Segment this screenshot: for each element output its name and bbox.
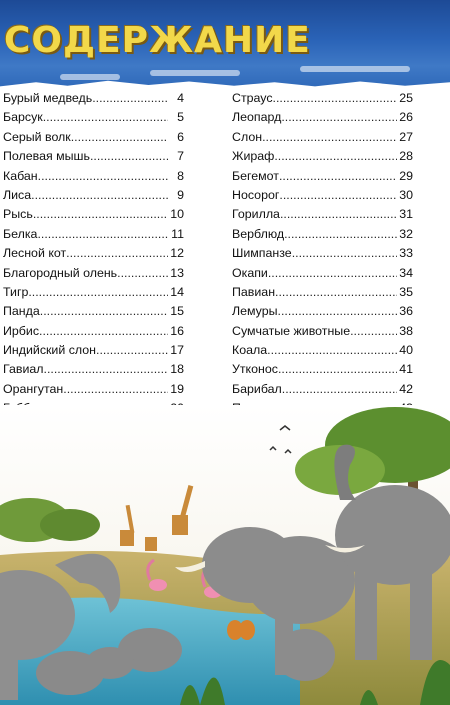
dot-leader bbox=[350, 324, 397, 338]
toc-entry bbox=[232, 285, 413, 304]
toc-entry bbox=[3, 130, 184, 149]
toc-entry bbox=[232, 362, 413, 381]
toc-entry bbox=[3, 227, 184, 246]
dot-leader bbox=[44, 362, 168, 376]
toc-entry-page-number: 40 bbox=[399, 343, 413, 358]
dot-leader bbox=[33, 207, 168, 221]
toc-entry bbox=[232, 382, 413, 401]
dot-leader bbox=[262, 130, 397, 144]
page-title: СОДЕРЖАНИЕ bbox=[4, 20, 311, 61]
toc-entry-title: Лемуры bbox=[232, 304, 278, 319]
toc-entry bbox=[232, 130, 413, 149]
toc-entry-title: Горилла bbox=[232, 207, 280, 222]
toc-entry-page-number: 19 bbox=[170, 381, 184, 396]
brush-streak bbox=[300, 66, 410, 72]
toc-entry-title: Страус bbox=[232, 91, 273, 105]
toc-entry-title: Бурый медведь bbox=[3, 91, 93, 105]
header-banner bbox=[0, 0, 450, 88]
tree bbox=[40, 509, 100, 541]
toc-entry-title: Полевая мышь bbox=[3, 149, 90, 164]
toc-entry-page-number: 28 bbox=[399, 149, 413, 164]
dot-leader bbox=[90, 149, 168, 163]
toc-entry-title: Барсук bbox=[3, 110, 43, 125]
toc-entry bbox=[3, 304, 184, 323]
toc-entry bbox=[3, 362, 184, 381]
toc-entry bbox=[3, 169, 184, 188]
dot-leader bbox=[268, 266, 397, 280]
dot-leader bbox=[279, 169, 397, 183]
dot-leader bbox=[279, 188, 397, 202]
toc-entry-title: Лиса bbox=[3, 187, 32, 202]
dot-leader bbox=[281, 110, 397, 124]
toc-entry-page-number: 26 bbox=[399, 110, 413, 125]
toc-entry-page-number: 9 bbox=[177, 187, 184, 202]
toc-entry-title: Носорог bbox=[232, 187, 280, 202]
toc-entry bbox=[3, 110, 184, 129]
toc-entry-page-number: 8 bbox=[177, 168, 184, 183]
toc-entry-title: Рысь bbox=[3, 207, 33, 222]
dot-leader bbox=[292, 246, 397, 260]
toc-entry-page-number: 15 bbox=[170, 304, 184, 319]
toc-entry bbox=[3, 207, 184, 226]
dot-leader bbox=[278, 304, 397, 318]
toc-entry-page-number: 17 bbox=[170, 343, 184, 358]
dot-leader bbox=[267, 343, 397, 357]
dot-leader bbox=[71, 130, 168, 144]
toc-entry-page-number: 33 bbox=[399, 246, 413, 261]
dot-leader bbox=[278, 362, 397, 376]
dot-leader bbox=[92, 91, 168, 105]
brush-streak bbox=[150, 70, 240, 76]
toc-entry-page-number: 13 bbox=[170, 265, 184, 280]
dot-leader bbox=[43, 110, 168, 124]
toc-entry-page-number: 12 bbox=[170, 246, 184, 261]
toc-entry-page-number: 7 bbox=[177, 149, 184, 164]
toc-entry-page-number: 38 bbox=[399, 323, 413, 338]
toc-entry-page-number: 27 bbox=[399, 129, 413, 144]
dot-leader bbox=[28, 285, 168, 299]
toc-entry bbox=[3, 188, 184, 207]
toc-entry-title: Слон bbox=[232, 129, 263, 144]
toc-entry-page-number: 35 bbox=[399, 284, 413, 299]
toc-entry-page-number: 25 bbox=[399, 91, 413, 105]
toc-entry-title: Окапи bbox=[232, 265, 268, 280]
toc-entry bbox=[232, 169, 413, 188]
dot-leader bbox=[117, 266, 168, 280]
dot-leader bbox=[39, 324, 168, 338]
toc-entry-title: Белка bbox=[3, 226, 38, 241]
toc-entry-title: Барибал bbox=[232, 381, 282, 396]
toc-entry bbox=[232, 324, 413, 343]
animals-illustration bbox=[0, 405, 450, 705]
toc-entry bbox=[3, 266, 184, 285]
toc-entry bbox=[232, 227, 413, 246]
toc-entry bbox=[232, 207, 413, 226]
toc-entry bbox=[3, 149, 184, 168]
toc-entry bbox=[232, 149, 413, 168]
toc-entry-title: Благородный олень bbox=[3, 265, 118, 280]
dot-leader bbox=[284, 227, 397, 241]
toc-entry bbox=[3, 382, 184, 401]
toc-entry-page-number: 32 bbox=[399, 226, 413, 241]
toc-entry bbox=[3, 285, 184, 304]
toc-entry bbox=[3, 91, 184, 110]
toc-entry-title: Орангутан bbox=[3, 381, 64, 396]
toc-entry bbox=[232, 188, 413, 207]
toc-entry-title: Гавиал bbox=[3, 362, 44, 377]
dot-leader bbox=[96, 343, 168, 357]
toc-entry-title: Леопард bbox=[232, 110, 282, 125]
toc-entry-title: Кабан bbox=[3, 168, 38, 183]
toc-entry-page-number: 34 bbox=[399, 265, 413, 280]
toc-entry-title: Индийский слон bbox=[3, 343, 97, 358]
toc-entry bbox=[3, 324, 184, 343]
toc-entry bbox=[232, 91, 413, 110]
dot-leader bbox=[275, 285, 397, 299]
dot-leader bbox=[66, 246, 168, 260]
dot-leader bbox=[38, 169, 168, 183]
dot-leader bbox=[280, 207, 397, 221]
dot-leader bbox=[31, 188, 168, 202]
toc-entry bbox=[3, 343, 184, 362]
toc-entry-title: Лесной кот bbox=[3, 246, 67, 261]
toc-entry-page-number: 11 bbox=[171, 226, 184, 241]
toc-entry-title: Серый волк bbox=[3, 129, 71, 144]
toc-entry-page-number: 14 bbox=[170, 284, 184, 299]
toc-entry-title: Павиан bbox=[232, 284, 276, 299]
toc-entry-page-number: 29 bbox=[399, 168, 413, 183]
toc-entry bbox=[3, 246, 184, 265]
toc-entry-title: Шимпанзе bbox=[232, 246, 292, 261]
toc-entry-page-number: 30 bbox=[399, 187, 413, 202]
toc-entry-title: Бегемот bbox=[232, 168, 279, 183]
toc-entry bbox=[232, 304, 413, 323]
toc-entry-title: Утконос bbox=[232, 362, 278, 377]
toc-entry-page-number: 5 bbox=[177, 110, 184, 125]
toc-entry-page-number: 41 bbox=[399, 362, 413, 377]
toc-entry-title: Сумчатые животные bbox=[232, 323, 351, 338]
toc-entry-title: Панда bbox=[3, 304, 40, 319]
toc-entry bbox=[232, 246, 413, 265]
toc-entry-title: Тигр bbox=[3, 284, 29, 299]
toc-entry-page-number: 31 bbox=[399, 207, 413, 222]
dot-leader bbox=[40, 304, 168, 318]
toc-entry-page-number: 16 bbox=[170, 323, 184, 338]
toc-entry-page-number: 42 bbox=[399, 381, 413, 396]
toc-entry-page-number: 18 bbox=[170, 362, 184, 377]
dot-leader bbox=[274, 149, 397, 163]
toc-entry-page-number: 6 bbox=[177, 129, 184, 144]
toc-entry bbox=[232, 266, 413, 285]
toc-entry-title: Коала bbox=[232, 343, 268, 358]
toc-entry bbox=[232, 343, 413, 362]
toc-entry-title: Верблюд bbox=[232, 226, 285, 241]
dot-leader bbox=[273, 91, 397, 105]
brush-streak bbox=[60, 74, 120, 80]
toc-entry-title: Ирбис bbox=[3, 323, 40, 338]
dot-leader bbox=[63, 382, 168, 396]
toc-entry-page-number: 4 bbox=[177, 91, 184, 105]
toc-entry-page-number: 10 bbox=[170, 207, 184, 222]
dot-leader bbox=[282, 382, 397, 396]
toc-entry-page-number: 36 bbox=[399, 304, 413, 319]
dot-leader bbox=[37, 227, 168, 241]
toc-entry bbox=[232, 110, 413, 129]
toc-entry-title: Жираф bbox=[232, 149, 275, 164]
